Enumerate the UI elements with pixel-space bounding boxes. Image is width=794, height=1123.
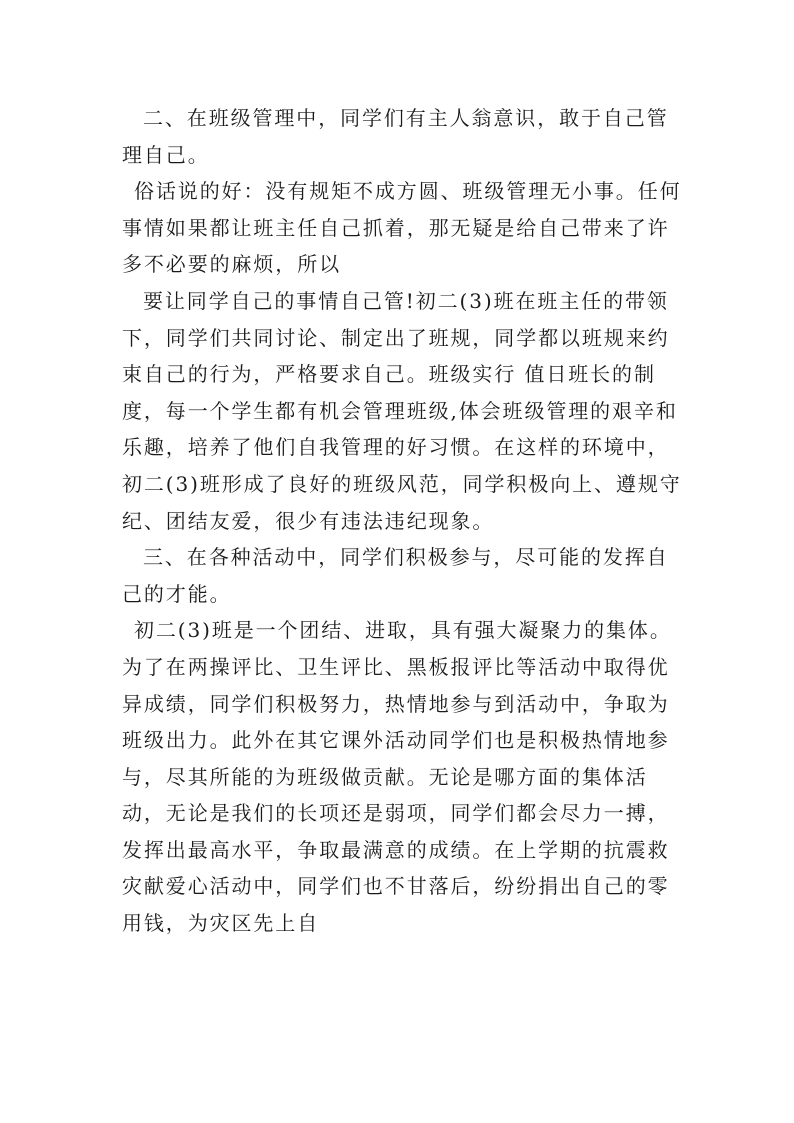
document-body bbox=[122, 100, 682, 942]
paragraph: 初二(3)班是一个团结、进取，具有强大凝聚力的集体。为了在两操评比、卫生评比、黑板报评比等活动中取得优异成绩，同学们积极努力，热情地参与到活动中，争取为班级出力。此外在其它课外活动同学们也是积极热情地参与，尽其所能的为班级做贡献。无论是哪方面的集体活动，无论是我们的长项还是弱项，同学们都会尽力一搏，发挥出最高水平，争取最满意的成绩。在上学期的抗震救灾献爱心活动中，同学们也不甘落后，纷纷捐出自己的零用钱，为灾区先上自 bbox=[122, 618, 672, 936]
section-heading-2: 二、在班级管理中，同学们有主人翁意识，敢于自己管理自己。 bbox=[122, 106, 669, 167]
paragraph: 俗话说的好：没有规矩不成方圆、班级管理无小事。任何事情如果都让班主任自己抓着，那无疑是给自己带来了许多不必要的麻烦，所以 bbox=[122, 179, 682, 277]
section-heading-3: 三、在各种活动中，同学们积极参与，尽可能的发挥自己的才能。 bbox=[122, 545, 669, 606]
paragraph: 要让同学自己的事情自己管!初二(3)班在班主任的带领下，同学们共同讨论、制定出了班规，同学都以班规来约束自己的行为，严格要求自己。班级实行 值日班长的制度，每一个学生都有机会管理班级,体会班级管理的艰辛和乐趣，培养了他们自我管理的好习惯。在这样的环境中，初二(3)班形成了良好的班级风范，同学积极向上、遵规守纪、团结友爱，很少有违法违纪现象。 bbox=[122, 288, 682, 533]
